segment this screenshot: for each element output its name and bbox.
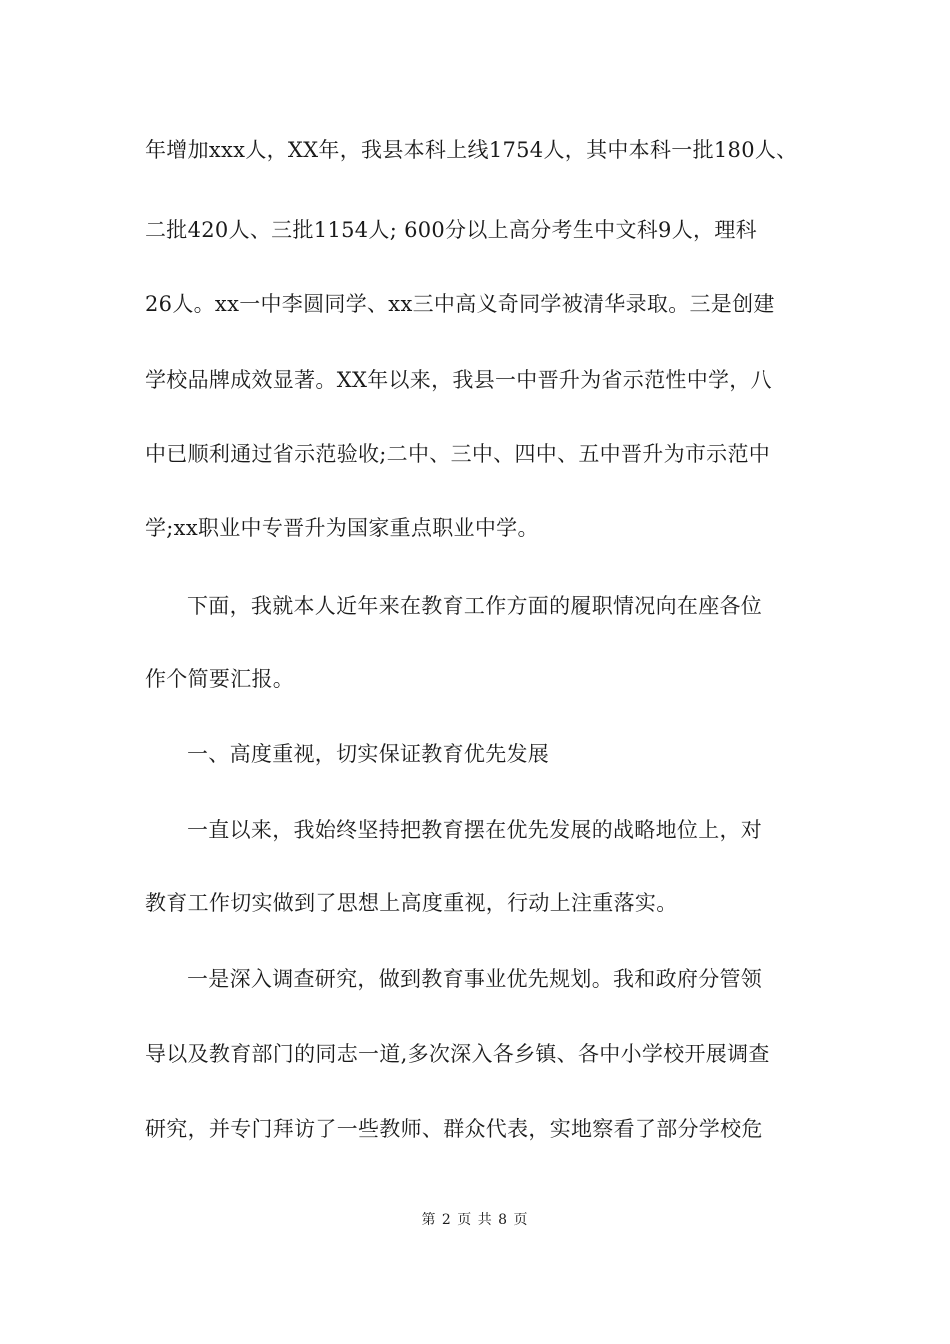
text-line-6: 学;xx职业中专晋升为国家重点职业中学。 xyxy=(145,516,539,540)
text-line-12: 一是深入调查研究，做到教育事业优先规划。我和政府分管领 xyxy=(187,967,763,991)
text-line-4: 学校品牌成效显著。XX年以来，我县一中晋升为省示范性中学，八 xyxy=(145,368,772,392)
text-line-7: 下面，我就本人近年来在教育工作方面的履职情况向在座各位 xyxy=(187,594,763,618)
text-line-8: 作个简要汇报。 xyxy=(145,667,295,691)
text-line-11: 教育工作切实做到了思想上高度重视，行动上注重落实。 xyxy=(145,891,678,915)
page-number-footer: 第 2 页 共 8 页 xyxy=(421,1212,529,1228)
text-line-14: 研究，并专门拜访了一些教师、群众代表，实地察看了部分学校危 xyxy=(145,1117,763,1141)
text-line-5: 中已顺利通过省示范验收;二中、三中、四中、五中晋升为市示范中 xyxy=(145,442,771,466)
text-line-10: 一直以来，我始终坚持把教育摆在优先发展的战略地位上，对 xyxy=(187,818,763,842)
text-line-13: 导以及教育部门的同志一道,多次深入各乡镇、各中小学校开展调查 xyxy=(145,1042,770,1066)
text-line-2: 二批420人、三批1154人; 600分以上高分考生中文科9人，理科 xyxy=(145,218,757,242)
text-line-1: 年增加xxx人，XX年，我县本科上线1754人，其中本科一批180人、 xyxy=(145,138,798,162)
section-heading: 一、高度重视，切实保证教育优先发展 xyxy=(187,742,550,766)
text-line-3: 26人。xx一中李圆同学、xx三中高义奇同学被清华录取。三是创建 xyxy=(145,292,775,316)
